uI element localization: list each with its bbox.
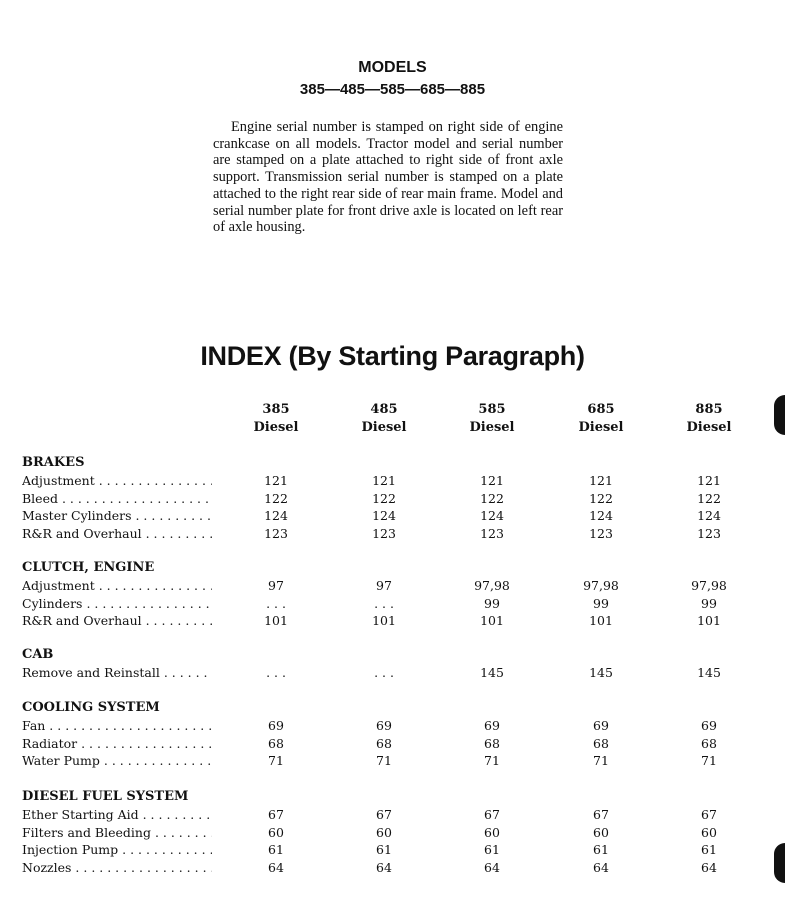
column-header [664,401,754,437]
row-label-text: Water Pump [22,753,100,768]
column-type: Diesel [253,420,299,435]
section-title: COOLING SYSTEM [22,700,160,715]
column-header [231,401,321,437]
column-model: 585 [478,402,506,417]
table-cell: 71 [376,753,392,768]
row-label [22,806,212,823]
row-label-text: Injection Pump [22,842,119,857]
table-cell: 64 [376,859,392,875]
table-cell: 69 [268,718,284,733]
section-title: CLUTCH, ENGINE [22,560,155,575]
table-cell: 124 [372,508,396,523]
row-label-text: R&R and Overhaul [22,525,142,541]
row-label [22,859,212,876]
row-label [22,824,212,841]
table-cell: 124 [589,508,613,523]
row-label [22,595,212,612]
table-cell: 64 [701,859,717,875]
table-cell: . . . [374,665,394,680]
table-cell: 97,98 [691,578,727,593]
column-header [339,401,429,437]
row-label-text: Fan [22,718,46,733]
column-type: Diesel [469,420,515,435]
table-cell: 97 [376,578,392,593]
table-cell: 69 [593,718,609,733]
table-cell: 124 [480,508,504,523]
table-cell: 122 [372,490,396,506]
table-cell: 71 [593,753,609,768]
table-cell: 64 [268,859,284,875]
table-cell: 123 [589,525,613,541]
column-type: Diesel [578,420,624,435]
row-label-text: Bleed [22,490,58,506]
table-cell: 122 [697,490,721,506]
column-model: 685 [587,402,615,417]
table-cell: 67 [593,807,609,822]
section-title: BRAKES [22,455,85,470]
table-cell: 68 [701,735,717,751]
section-title: DIESEL FUEL SYSTEM [22,789,189,804]
tab-marker-top [774,395,785,435]
column-model: 485 [370,402,398,417]
row-label-text: Master Cylinders [22,508,132,523]
column-header [447,401,537,437]
table-cell: 101 [372,613,396,628]
table-cell: 97 [268,578,284,593]
models-title: MODELS [358,59,427,76]
row-label [22,735,212,752]
table-cell: . . . [374,595,394,611]
table-cell: 122 [589,490,613,506]
table-cell: 61 [701,842,717,857]
row-label-text: Nozzles [22,859,72,875]
table-cell: 101 [589,613,613,628]
column-model: 385 [262,402,290,417]
models-numbers: 385—485—585—685—885 [299,81,486,98]
row-label-text: Adjustment [22,578,95,593]
table-cell: 145 [480,665,504,680]
row-label-text: Filters and Bleeding [22,824,151,840]
row-label [22,841,212,858]
row-label [22,507,212,524]
table-cell: 124 [697,508,721,523]
table-cell: 69 [701,718,717,733]
table-cell: 68 [268,735,284,751]
table-cell: 121 [480,473,504,488]
row-label [22,472,212,489]
table-cell: 145 [589,665,613,680]
table-cell: 71 [268,753,284,768]
table-cell: 123 [372,525,396,541]
row-label [22,717,212,734]
table-cell: 101 [264,613,288,628]
table-cell: 124 [264,508,288,523]
table-cell: 60 [484,824,500,840]
table-cell: 67 [268,807,284,822]
table-cell: 60 [593,824,609,840]
column-type: Diesel [686,420,732,435]
table-cell: 71 [701,753,717,768]
table-cell: 122 [264,490,288,506]
column-model: 885 [695,402,723,417]
table-cell: 97,98 [583,578,619,593]
table-cell: 69 [376,718,392,733]
row-label [22,490,212,507]
table-cell: 61 [484,842,500,857]
table-cell: 64 [593,859,609,875]
row-label-text: Ether Starting Aid [22,807,139,822]
row-label-text: R&R and Overhaul [22,613,142,628]
table-cell: 71 [484,753,500,768]
table-cell: 123 [697,525,721,541]
table-cell: . . . [266,665,286,680]
table-cell: 121 [264,473,288,488]
table-cell: . . . [266,595,286,611]
table-cell: 123 [480,525,504,541]
table-cell: 69 [484,718,500,733]
table-cell: 61 [376,842,392,857]
table-cell: 64 [484,859,500,875]
table-cell: 67 [484,807,500,822]
column-type: Diesel [361,420,407,435]
table-cell: 67 [701,807,717,822]
table-cell: 60 [701,824,717,840]
column-header [556,401,646,437]
index-title: INDEX (By Starting Paragraph) [200,341,585,371]
row-label [22,577,212,594]
table-cell: 60 [376,824,392,840]
row-label [22,525,212,542]
table-cell: 61 [593,842,609,857]
table-cell: 68 [376,735,392,751]
table-cell: 68 [593,735,609,751]
table-cell: 99 [701,595,717,611]
table-cell: 60 [268,824,284,840]
table-cell: 122 [480,490,504,506]
row-label-text: Radiator [22,735,78,751]
row-label [22,752,212,769]
table-cell: 68 [484,735,500,751]
table-cell: 121 [697,473,721,488]
table-cell: 101 [697,613,721,628]
table-cell: 123 [264,525,288,541]
table-cell: 97,98 [474,578,510,593]
intro-paragraph: Engine serial number is stamped on right side of engine crankcase on all models. Tractor model and serial number are stamped on a plate attached to right side of front axle support. Transmission serial number is stamped on a plate attached to the right rear side of rear main frame. Model and serial number plate for front drive axle is located on left rear of axle housing. [213,119,563,236]
table-cell: 61 [268,842,284,857]
table-cell: 121 [372,473,396,488]
table-cell: 121 [589,473,613,488]
tab-marker-bottom [774,843,785,883]
row-label-text: Remove and Reinstall [22,665,160,680]
row-label [22,664,212,681]
row-label-text: Cylinders [22,595,83,611]
table-cell: 101 [480,613,504,628]
section-title: CAB [22,647,54,662]
table-cell: 67 [376,807,392,822]
row-label-text: Adjustment [22,473,95,488]
table-cell: 145 [697,665,721,680]
row-label [22,612,212,629]
table-cell: 99 [484,595,500,611]
table-cell: 99 [593,595,609,611]
